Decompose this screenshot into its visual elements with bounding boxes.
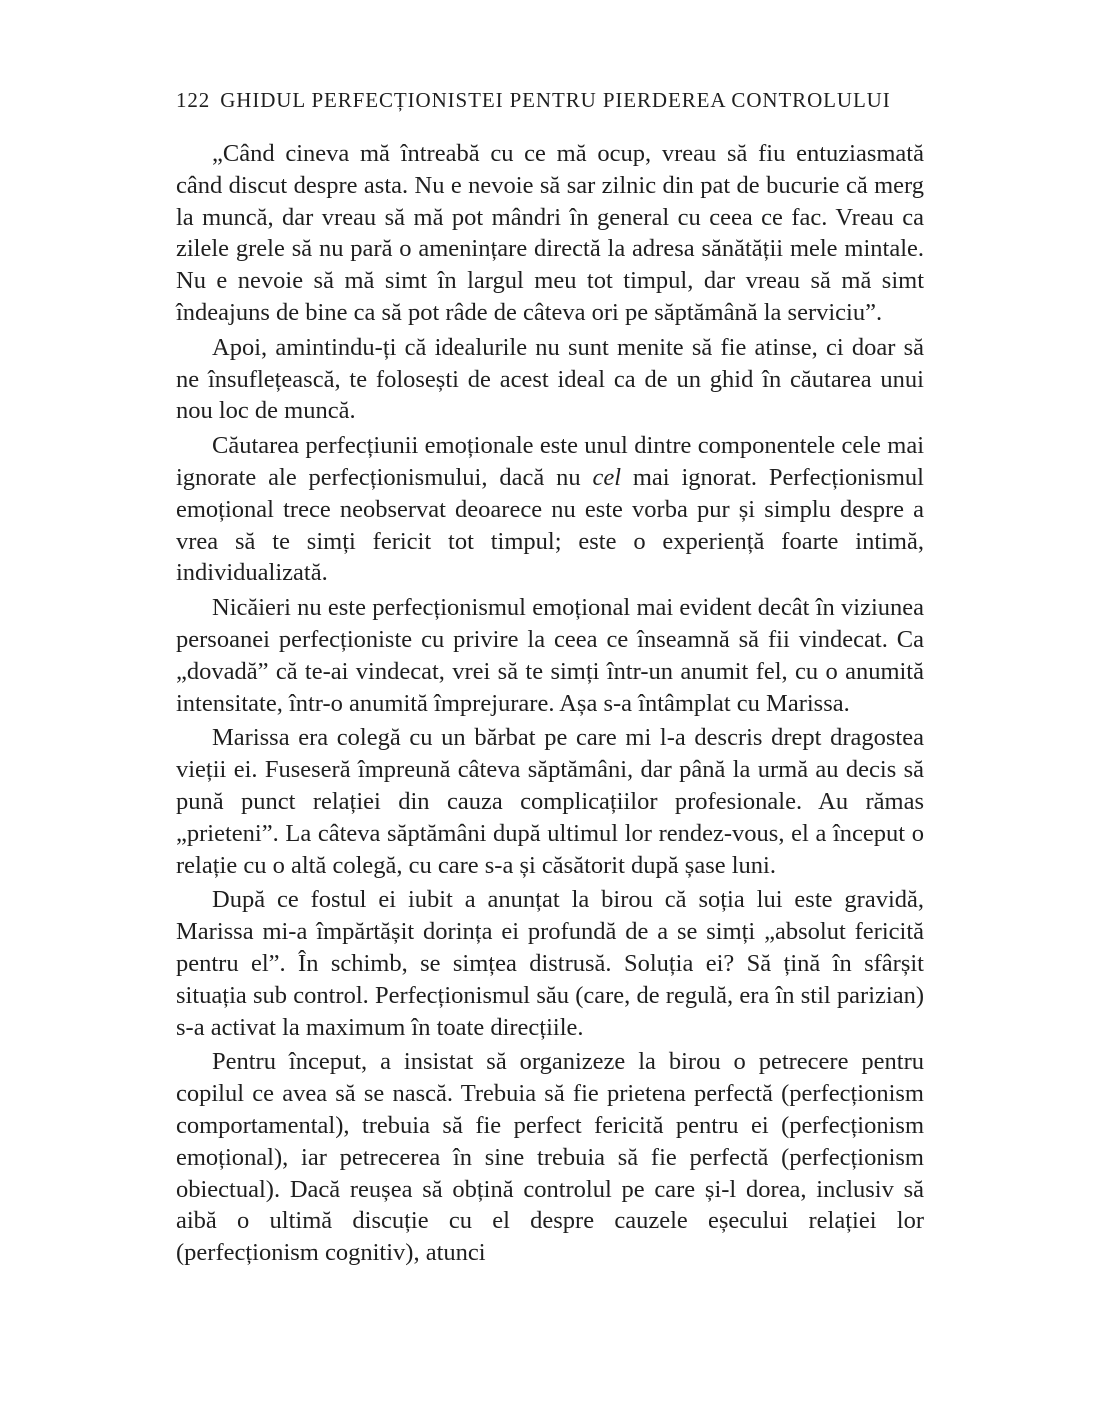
body-text bbox=[176, 138, 924, 1272]
paragraph-7: Pentru început, a insistat să organizeze la birou o petrecere pentru copilul ce avea să se nască. Trebuia să fie prietena perfectă (perfecționism comportamental), trebuia să fie perfect fericită pentru ei (perfecționism emoțional), iar petrecerea în sine trebuia să fie perfectă (perfecționism obiectual). Dacă reușea să obțină controlul pe care și-l dorea, inclusiv să aibă o ultimă discuție cu el despre cauzele eșecului relației lor (perfecționism cognitiv), atunci bbox=[176, 1048, 924, 1267]
running-title: GHIDUL PERFECȚIONISTEI PENTRU PIERDEREA CONTROLULUI bbox=[220, 88, 891, 112]
paragraph-3-emphasis: cel bbox=[592, 463, 622, 491]
paragraph-6: După ce fostul ei iubit a anunțat la birou că soția lui este gravidă, Marissa mi-a împărtășit dorința ei profundă de a se simți „absolut fericită pentru el”. În schimb, se simțea distrusă. Soluția ei? Să țină în sfârșit situația sub control. Perfecționismul său (care, de regulă, era în stil parizian) s-a activat la maximum în toate direcțiile. bbox=[176, 886, 924, 1041]
paragraph-3 bbox=[176, 430, 924, 589]
paragraph-3-text-start: Căutarea perfecțiunii emoționale este unul dintre componentele cele mai ignorate ale perfecționismului, dacă nu bbox=[176, 432, 924, 491]
paragraph-4: Nicăieri nu este perfecționismul emoțional mai evident decât în viziunea persoanei perfecționiste cu privire la ceea ce înseamnă să fii vindecat. Ca „dovadă” că te-ai vindecat, vrei să te simți într-un anumit fel, cu o anumită intensitate, într-o anumită împrejurare. Așa s-a întâmplat cu Marissa. bbox=[176, 594, 924, 717]
paragraph-3-text-end: mai ignorat. Perfecționismul emoțional trece neobservat deoarece nu este vorba pur și simplu despre a vrea să te simți fericit tot timpul; este o experiență foarte intimă, individualizată. bbox=[176, 463, 924, 587]
paragraph-2: Apoi, amintindu-ți că idealurile nu sunt menite să fie atinse, ci doar să ne însuflețească, te folosești de acest ideal ca de un ghid în căutarea unui nou loc de muncă. bbox=[176, 333, 924, 425]
page-number: 122 bbox=[176, 88, 211, 112]
paragraph-5: Marissa era colegă cu un bărbat pe care mi l-a descris drept dragostea vieții ei. Fuseseră împreună câteva săptămâni, dar până la urmă au decis să pună punct relației din cauza complicațiilor profesionale. Au rămas „prieteni”. La câteva săptămâni după ultimul lor rendez-vous, el a început o relație cu o altă colegă, cu care s-a și căsătorit după șase luni. bbox=[176, 724, 924, 879]
running-header bbox=[176, 86, 928, 114]
paragraph-1: „Când cineva mă întreabă cu ce mă ocup, vreau să fiu entuziasmată când discut despre asta. Nu e nevoie să sar zilnic din pat de bucurie că merg la muncă, dar vreau să mă pot mândri în general cu ceea ce fac. Vreau ca zilele grele să nu pară o amenințare directă la adresa sănătății mele mintale. Nu e nevoie să mă simt în largul meu tot timpul, dar vreau să mă simt îndeajuns de bine ca să pot râde de câteva ori pe săptămână la serviciu”. bbox=[176, 140, 924, 326]
